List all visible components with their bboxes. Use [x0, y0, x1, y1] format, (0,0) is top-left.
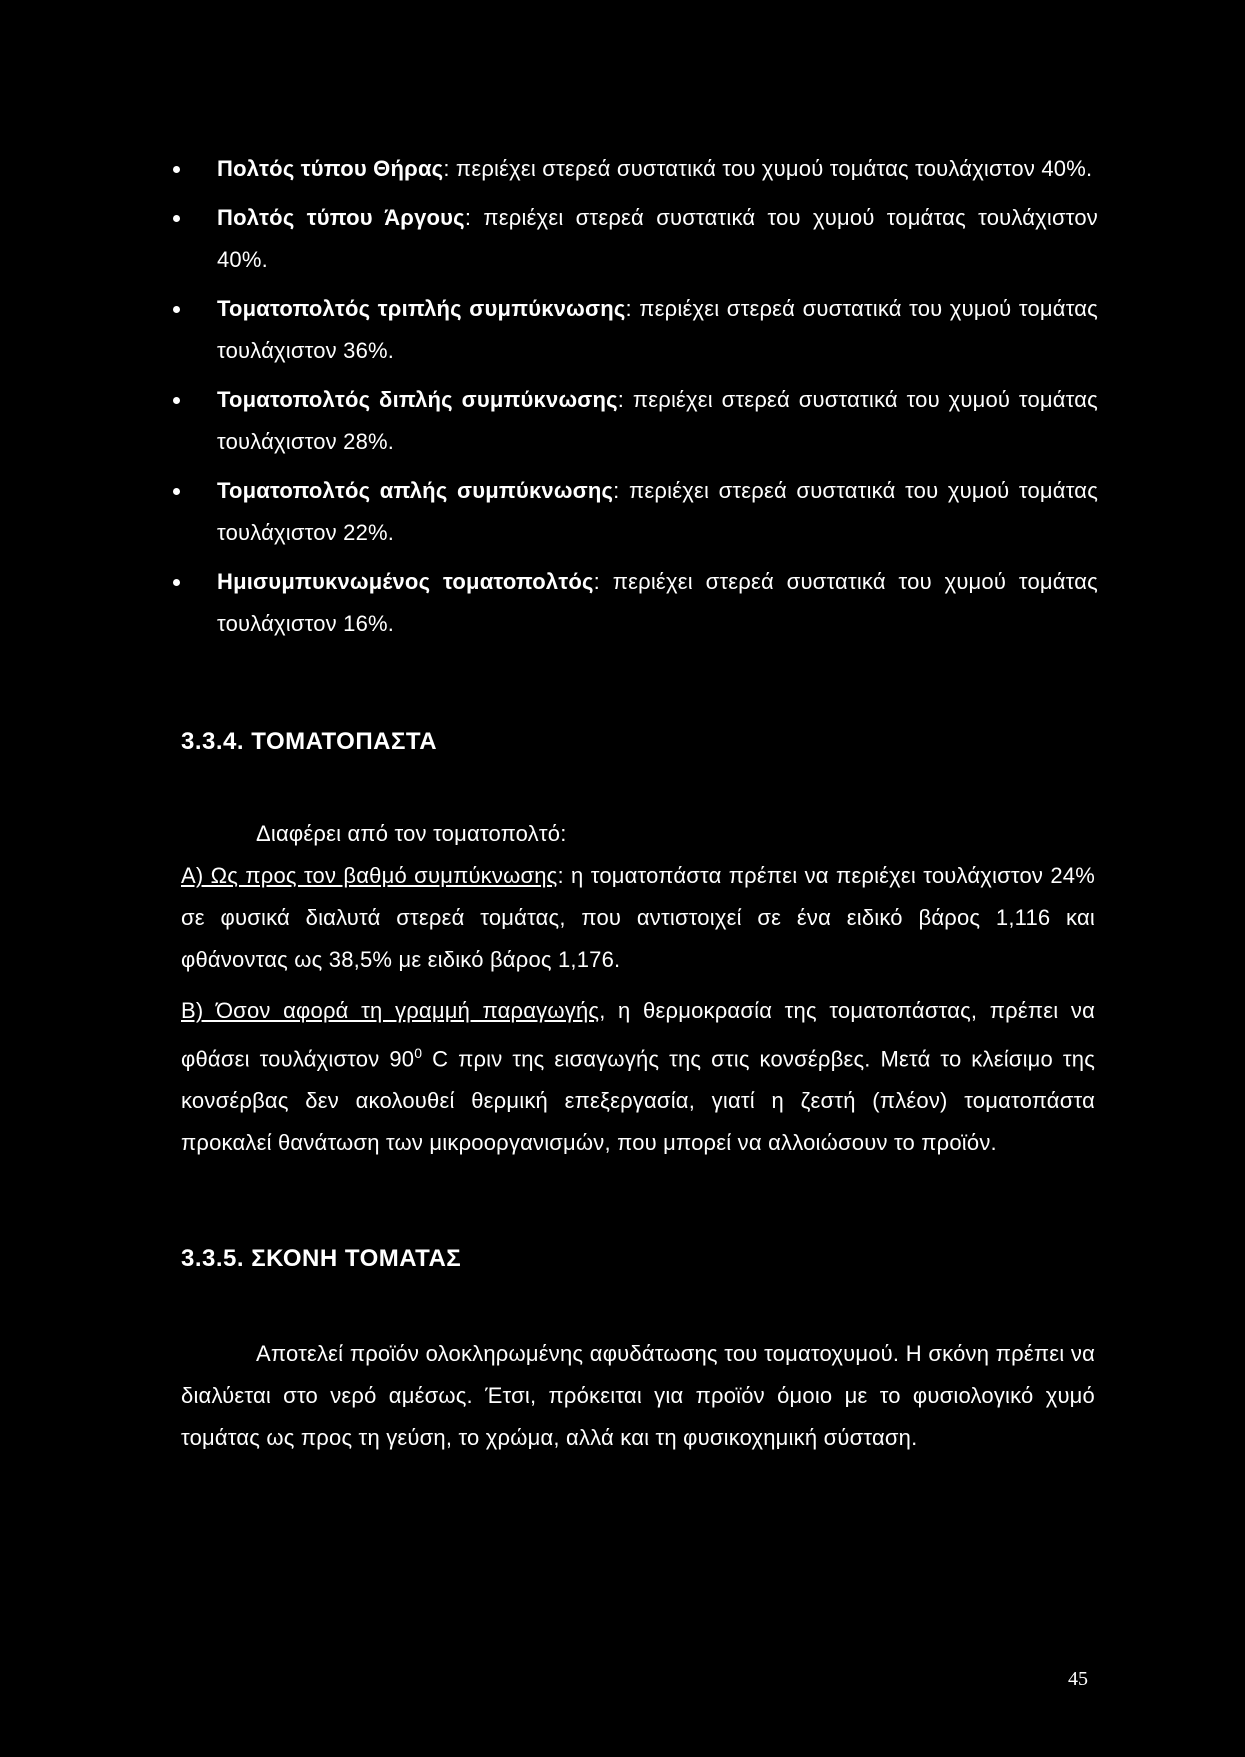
tomato-paste-intro: Διαφέρει από τον τοματοπολτό:: [256, 821, 567, 846]
item-term: Τοματοπολτός τριπλής συμπύκνωσης: [217, 296, 626, 321]
item-text: : περιέχει στερεά συστατικά του χυμού τομάτας τουλάχιστον 28%.: [217, 387, 1098, 454]
section-heading-tomato-paste: 3.3.4. ΤΟΜΑΤΟΠΑΣΤΑ: [181, 728, 438, 755]
list-item: [0, 148, 1245, 190]
bullet-icon: [173, 579, 180, 586]
list-item: [0, 561, 1245, 645]
degree-superscript: 0: [414, 1045, 423, 1061]
point-a-label: Α) Ως προς τον βαθμό συμπύκνωσης: [181, 863, 558, 888]
item-text: : περιέχει στερεά συστατικά του χυμού τομάτας τουλάχιστον 36%.: [217, 296, 1098, 363]
item-term: Ημισυμπυκνωμένος τοματοπολτός: [217, 569, 594, 594]
item-text: : περιέχει στερεά συστατικά του χυμού τομάτας τουλάχιστον 40%.: [217, 205, 1098, 272]
item-text: : περιέχει στερεά συστατικά του χυμού τομάτας τουλάχιστον 40%.: [443, 156, 1093, 181]
item-term: Τοματοπολτός διπλής συμπύκνωσης: [217, 387, 618, 412]
tomato-paste-point-b: [181, 990, 1095, 1164]
section-heading-tomato-powder: 3.3.5. ΣΚΟΝΗ ΤΟΜΑΤΑΣ: [181, 1245, 462, 1272]
bullet-icon: [173, 397, 180, 404]
bullet-icon: [173, 488, 180, 495]
point-a-text: : η τοματοπάστα πρέπει να περιέχει τουλάχιστον 24% σε φυσικά διαλυτά στερεά τομάτας, που αντιστοιχεί σε ένα ειδικό βάρος 1,116 και φθάνοντας ως 38,5% με ειδικό βάρος 1,176.: [181, 863, 1096, 972]
item-term: Πολτός τύπου Άργους: [217, 205, 465, 230]
product-types-list: [0, 148, 1245, 652]
page-number: 45: [1068, 1668, 1088, 1690]
tomato-paste-point-a: [181, 855, 1095, 981]
tomato-powder-paragraph: Αποτελεί προϊόν ολοκληρωμένης αφυδάτωσης του τοματοχυμού. Η σκόνη πρέπει να διαλύεται στο νερό αμέσως. Έτσι, πρόκειται για προϊόν όμοιο με το φυσιολογικό χυμό τομάτας ως προς τη γεύση, το χρώμα, αλλά και τη φυσικοχημική σύσταση.: [181, 1341, 1095, 1450]
item-text: : περιέχει στερεά συστατικά του χυμού τομάτας τουλάχιστον 22%.: [217, 478, 1098, 545]
list-item: [0, 288, 1245, 372]
list-item: [0, 197, 1245, 281]
bullet-icon: [173, 166, 180, 173]
list-item: [0, 470, 1245, 554]
point-b-label: Β) Όσον αφορά τη γραμμή παραγωγής: [181, 998, 600, 1023]
item-term: Πολτός τύπου Θήρας: [217, 156, 444, 181]
item-term: Τοματοπολτός απλής συμπύκνωσης: [217, 478, 614, 503]
point-b-text-1: , η θερμοκρασία της τοματοπάστας, πρέπει να φθάσει τουλάχιστον 90: [181, 998, 1096, 1072]
list-item: [0, 379, 1245, 463]
bullet-icon: [173, 306, 180, 313]
item-text: : περιέχει στερεά συστατικά του χυμού τομάτας τουλάχιστον 16%.: [217, 569, 1098, 636]
point-b-text-2: C πριν της εισαγωγής της στις κονσέρβες. Μετά το κλείσιμο της κονσέρβας δεν ακολουθεί θερμική επεξεργασία, γιατί η ζεστή (πλέον) τοματοπάστα προκαλεί θανάτωση των μικροοργανισμών, που μπορεί να αλλοιώσουν το προϊόν.: [181, 1046, 1095, 1156]
bullet-icon: [173, 215, 180, 222]
